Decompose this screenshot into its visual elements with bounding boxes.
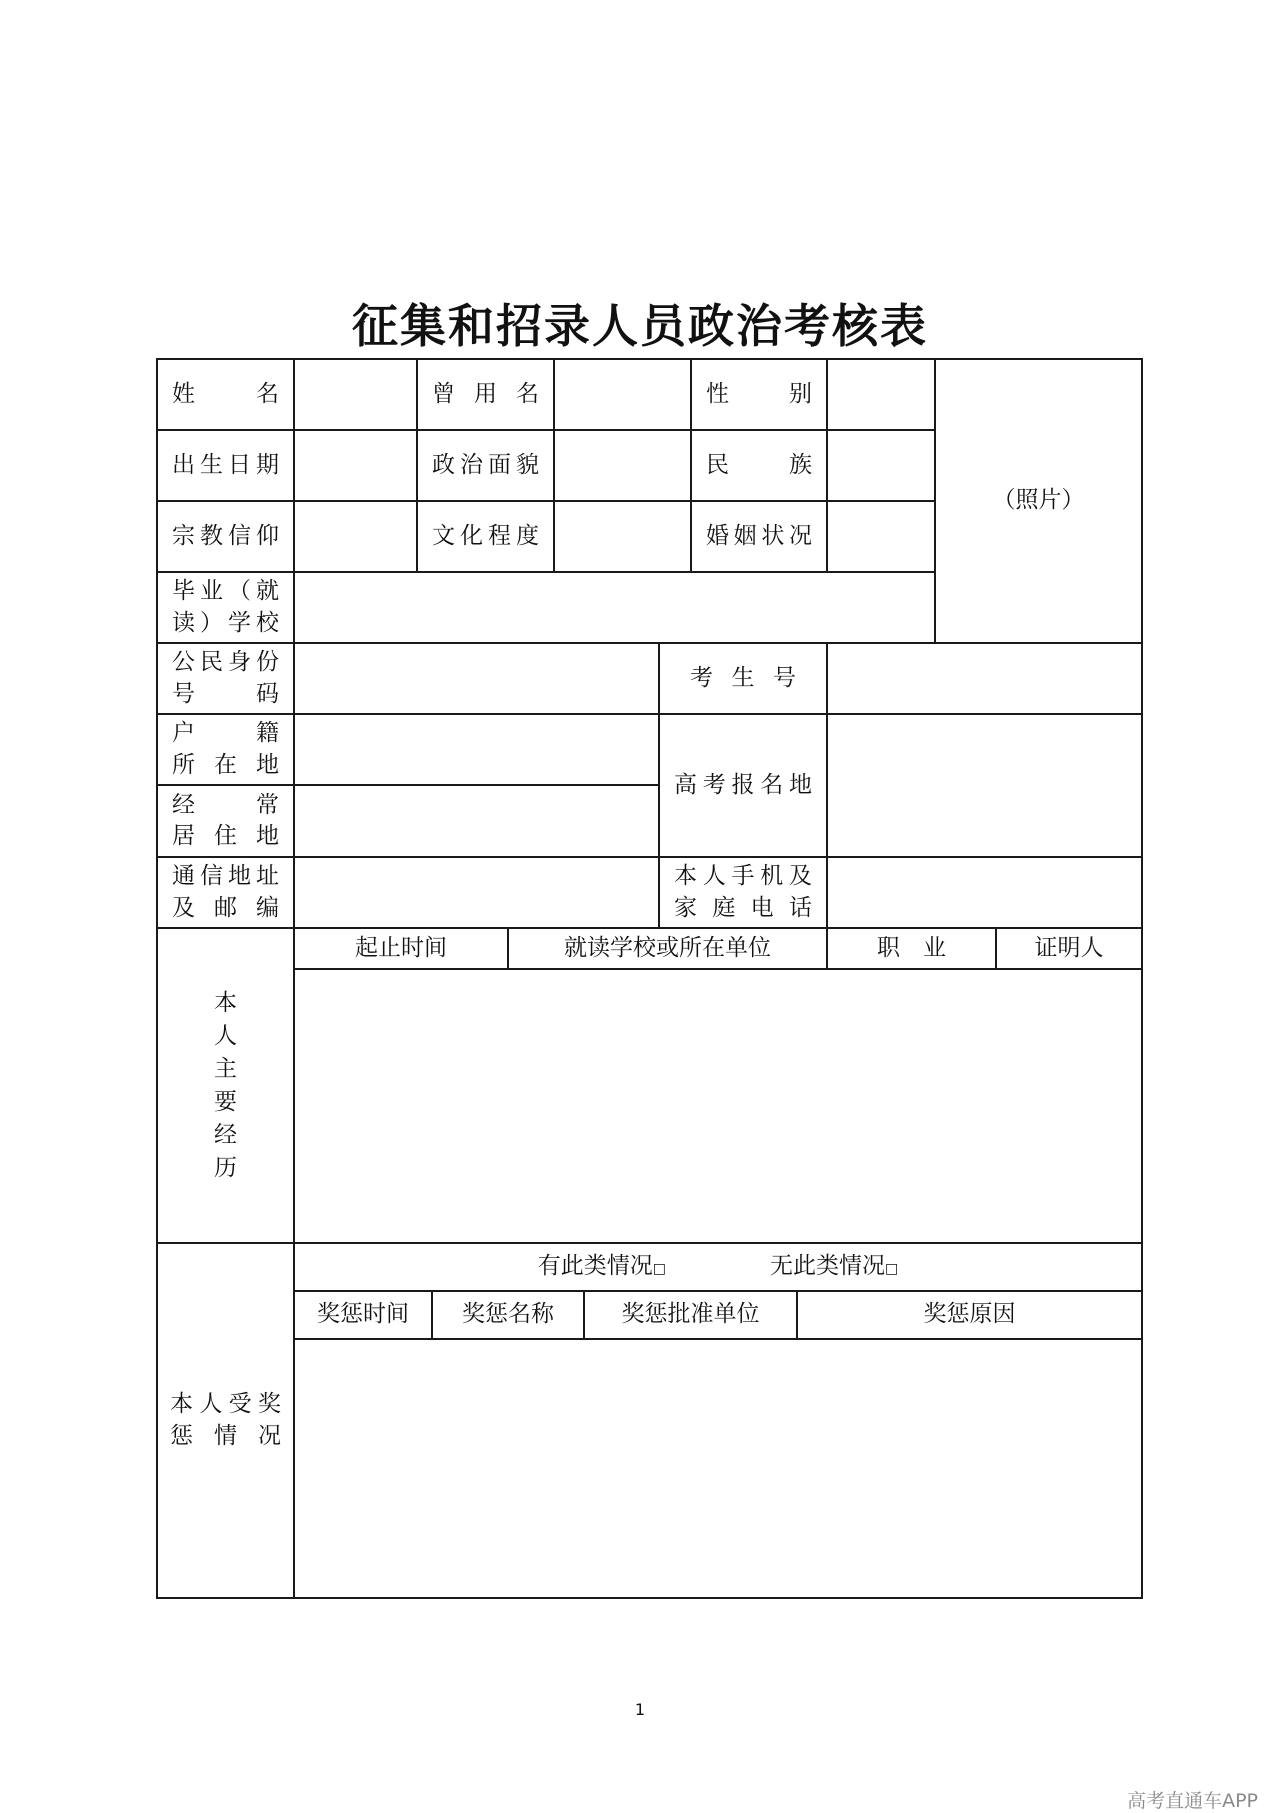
- religion-field[interactable]: [295, 502, 416, 571]
- former-name-field[interactable]: [555, 360, 690, 429]
- experience-header-school: 就读学校或所在单位: [564, 934, 771, 961]
- political-status-field[interactable]: [555, 431, 690, 500]
- residence-field[interactable]: [295, 786, 658, 856]
- experience-header-occupation: 职 业: [877, 934, 946, 961]
- has-awards-option: 有此类情况□: [537, 1253, 666, 1280]
- marital-status-field[interactable]: [828, 502, 934, 571]
- awards-label: 本人受奖 惩 情 况: [170, 1391, 281, 1449]
- address-label: 通信地址 及 邮 编: [172, 863, 279, 921]
- name-field[interactable]: [295, 360, 416, 429]
- photo-area[interactable]: [936, 360, 1141, 642]
- no-awards-checkbox[interactable]: □: [885, 1261, 899, 1278]
- awards-header-name: 奖惩名称: [462, 1301, 554, 1328]
- address-field[interactable]: [295, 858, 658, 927]
- experience-header-period: 起止时间: [355, 934, 447, 961]
- awards-status-row: [295, 1244, 1141, 1290]
- birth-date-label: 出生日期: [172, 451, 279, 478]
- residence-label: 经 常 居 住 地: [172, 791, 279, 849]
- education-field[interactable]: [555, 502, 690, 571]
- photo-label: （照片）: [992, 487, 1085, 514]
- former-name-label: 曾 用 名: [432, 380, 539, 407]
- phone-label: 本人手机及 家 庭 电 话: [674, 863, 812, 921]
- page-number: 1: [634, 1700, 646, 1719]
- id-number-label: 公民身份 号 码: [172, 649, 279, 707]
- document-title: 征集和招录人员政治考核表: [352, 299, 928, 353]
- ethnicity-field[interactable]: [828, 431, 934, 500]
- political-status-label: 政治面貌: [432, 451, 539, 478]
- school-label: 毕业（就 读）学校: [172, 578, 279, 636]
- experience-label: 本 人 主 要 经 历: [214, 989, 237, 1181]
- hukou-label: 户 籍 所 在 地: [172, 720, 279, 778]
- outer-border-bottom: [156, 1597, 1143, 1599]
- exam-number-label: 考 生 号: [690, 664, 796, 691]
- gender-label: 性 别: [706, 380, 812, 407]
- experience-header-witness: 证明人: [1034, 934, 1104, 961]
- exam-registration-label: 高考报名地: [674, 771, 812, 798]
- school-field[interactable]: [295, 573, 934, 642]
- exam-number-field[interactable]: [828, 644, 1141, 713]
- birth-date-field[interactable]: [295, 431, 416, 500]
- awards-content-area[interactable]: [295, 1340, 1141, 1597]
- awards-header-unit: 奖惩批准单位: [621, 1301, 760, 1328]
- hukou-field[interactable]: [295, 715, 658, 784]
- no-awards-option: 无此类情况□: [770, 1253, 899, 1280]
- ethnicity-label: 民 族: [706, 451, 812, 478]
- phone-field[interactable]: [828, 858, 1141, 927]
- gender-field[interactable]: [828, 360, 934, 429]
- name-label: 姓 名: [172, 380, 279, 407]
- outer-border-right: [1141, 358, 1143, 1599]
- has-awards-checkbox[interactable]: □: [652, 1261, 666, 1278]
- awards-header-reason: 奖惩原因: [923, 1301, 1016, 1328]
- watermark: 高考直通车APP: [1127, 1790, 1258, 1812]
- experience-content-area[interactable]: [295, 970, 1141, 1242]
- exam-registration-field[interactable]: [828, 715, 1141, 856]
- education-label: 文化程度: [432, 522, 539, 549]
- id-number-field[interactable]: [295, 644, 658, 713]
- awards-header-time: 奖惩时间: [317, 1301, 409, 1328]
- religion-label: 宗教信仰: [172, 522, 279, 549]
- marital-status-label: 婚姻状况: [706, 522, 812, 549]
